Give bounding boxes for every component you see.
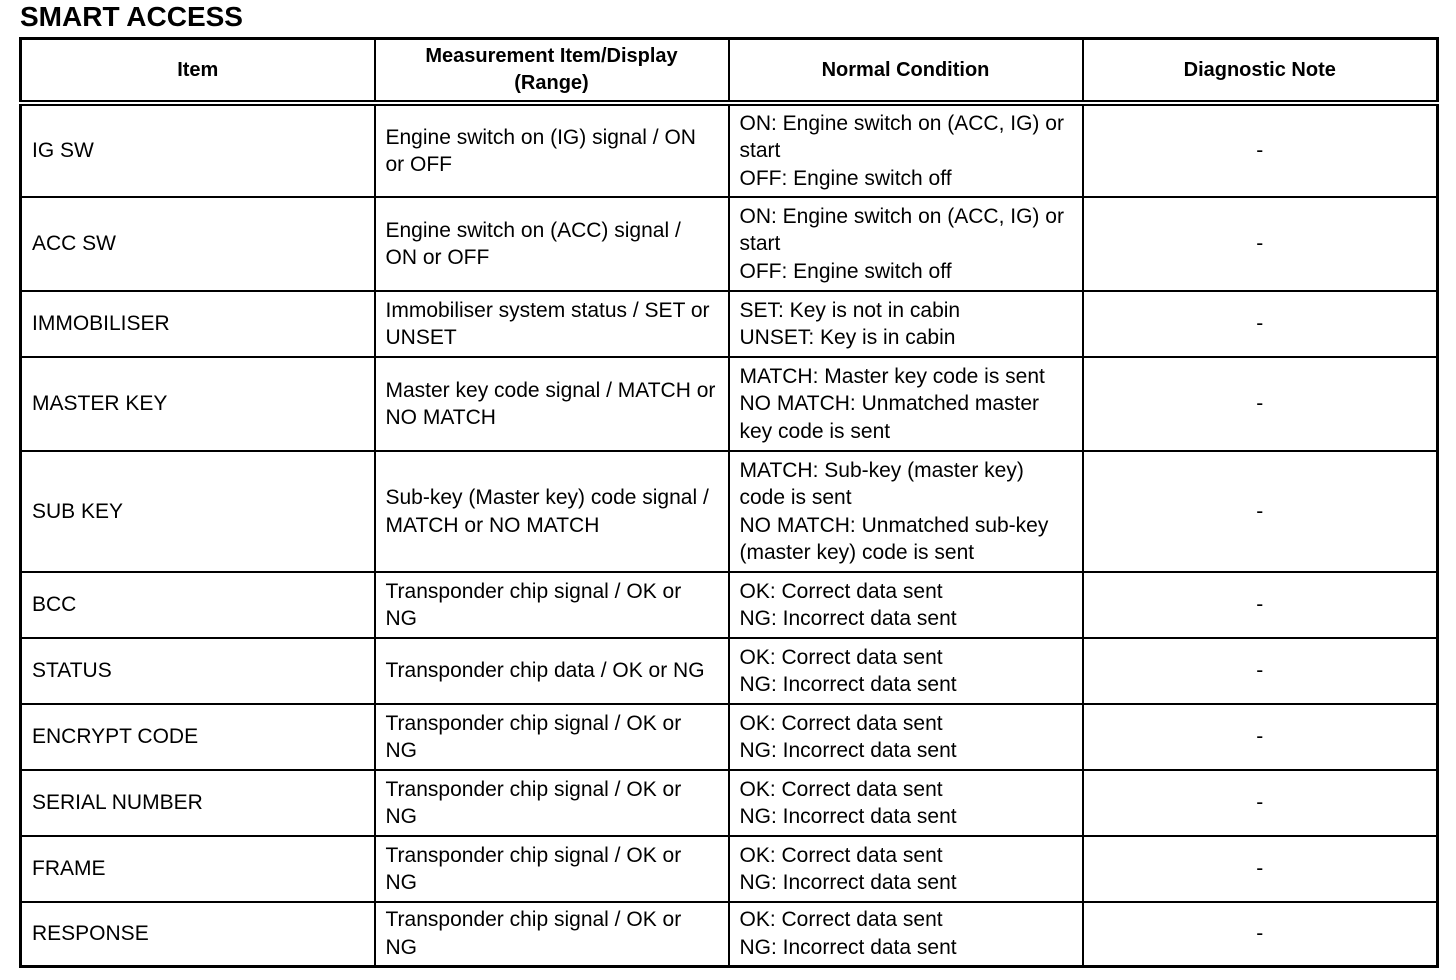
- header-measurement: [375, 39, 729, 104]
- table-row: [21, 704, 1438, 770]
- normal-condition-line: MATCH: Sub-key (master key) code is sent: [739, 458, 1024, 509]
- cell-diagnostic-note: -: [1083, 572, 1438, 638]
- cell-diagnostic-note: -: [1083, 638, 1438, 704]
- table-row: [21, 770, 1438, 836]
- cell-item: ENCRYPT CODE: [21, 704, 375, 770]
- normal-condition-line: NG: Incorrect data sent: [739, 805, 957, 828]
- cell-measurement: Transponder chip signal / OK or NG: [375, 836, 729, 902]
- cell-item: MASTER KEY: [21, 357, 375, 451]
- cell-measurement: Transponder chip data / OK or NG: [375, 638, 729, 704]
- table-row: [21, 836, 1438, 902]
- table-body: [21, 103, 1438, 966]
- normal-condition-line: NG: Incorrect data sent: [739, 935, 957, 959]
- header-measurement-line2: (Range): [514, 72, 589, 94]
- cell-normal-condition: [729, 704, 1083, 770]
- data-list-table: [19, 37, 1439, 968]
- normal-condition-line: NG: Incorrect data sent: [739, 871, 957, 894]
- cell-measurement: Transponder chip signal / OK or NG: [375, 704, 729, 770]
- table-row: [21, 197, 1438, 291]
- page-title: SMART ACCESS: [20, 1, 243, 32]
- header-diagnostic-note: Diagnostic Note: [1083, 39, 1438, 104]
- cell-normal-condition: [729, 197, 1083, 291]
- cell-measurement: Transponder chip signal / OK or NG: [375, 770, 729, 836]
- table-row: [21, 451, 1438, 572]
- cell-measurement: Transponder chip signal / OK or NG: [375, 902, 729, 966]
- normal-condition-line: MATCH: Master key code is sent: [739, 364, 1045, 388]
- normal-condition-line: NO MATCH: Unmatched sub-key (master key) code is sent: [739, 513, 1049, 564]
- table-row: [21, 103, 1438, 197]
- cell-item: BCC: [21, 572, 375, 638]
- cell-diagnostic-note: -: [1083, 704, 1438, 770]
- header-row: [21, 39, 1438, 104]
- normal-condition-line: NG: Incorrect data sent: [739, 673, 957, 696]
- cell-item: STATUS: [21, 638, 375, 704]
- header-normal-condition: Normal Condition: [729, 39, 1083, 104]
- normal-condition-line: OK: Correct data sent: [739, 579, 943, 603]
- table-row: [21, 357, 1438, 451]
- normal-condition-line: UNSET: Key is in cabin: [739, 326, 956, 349]
- cell-diagnostic-note: -: [1083, 770, 1438, 836]
- normal-condition-line: ON: Engine switch on (ACC, IG) or start: [739, 111, 1064, 163]
- normal-condition-line: ON: Engine switch on (ACC, IG) or start: [739, 204, 1064, 256]
- table-row: [21, 638, 1438, 704]
- cell-diagnostic-note: -: [1083, 451, 1438, 572]
- table-row: [21, 572, 1438, 638]
- normal-condition-line: NO MATCH: Unmatched master key code is sent: [739, 392, 1040, 443]
- cell-measurement: Master key code signal / MATCH or NO MATCH: [375, 357, 729, 451]
- cell-item: ACC SW: [21, 197, 375, 291]
- cell-item: FRAME: [21, 836, 375, 902]
- cell-item: IMMOBILISER: [21, 291, 375, 357]
- cell-measurement: Sub-key (Master key) code signal / MATCH or NO MATCH: [375, 451, 729, 572]
- cell-normal-condition: [729, 902, 1083, 966]
- normal-condition-line: SET: Key is not in cabin: [739, 298, 961, 322]
- cell-normal-condition: [729, 451, 1083, 572]
- normal-condition-line: OK: Correct data sent: [739, 843, 943, 867]
- header-measurement-line1: Measurement Item/Display: [425, 45, 678, 67]
- header-item: Item: [21, 39, 375, 104]
- cell-measurement: Immobiliser system status / SET or UNSET: [375, 291, 729, 357]
- cell-diagnostic-note: -: [1083, 197, 1438, 291]
- cell-diagnostic-note: -: [1083, 357, 1438, 451]
- normal-condition-line: OFF: Engine switch off: [739, 259, 952, 283]
- cell-normal-condition: [729, 291, 1083, 357]
- cell-normal-condition: [729, 638, 1083, 704]
- normal-condition-line: OK: Correct data sent: [739, 908, 943, 932]
- cell-diagnostic-note: -: [1083, 836, 1438, 902]
- cell-item: IG SW: [21, 103, 375, 197]
- normal-condition-line: OK: Correct data sent: [739, 645, 943, 669]
- cell-diagnostic-note: -: [1083, 103, 1438, 197]
- cell-measurement: Engine switch on (ACC) signal / ON or OFF: [375, 197, 729, 291]
- cell-normal-condition: [729, 770, 1083, 836]
- cell-normal-condition: [729, 572, 1083, 638]
- normal-condition-line: NG: Incorrect data sent: [739, 739, 957, 762]
- table-header: [21, 39, 1438, 104]
- cell-diagnostic-note: -: [1083, 902, 1438, 966]
- table-row: [21, 902, 1438, 966]
- cell-diagnostic-note: -: [1083, 291, 1438, 357]
- normal-condition-line: OK: Correct data sent: [739, 711, 943, 735]
- cell-item: SERIAL NUMBER: [21, 770, 375, 836]
- cell-normal-condition: [729, 103, 1083, 197]
- normal-condition-line: NG: Incorrect data sent: [739, 607, 957, 630]
- normal-condition-line: OK: Correct data sent: [739, 777, 943, 801]
- cell-item: RESPONSE: [21, 902, 375, 966]
- normal-condition-line: OFF: Engine switch off: [739, 166, 952, 190]
- cell-measurement: Engine switch on (IG) signal / ON or OFF: [375, 103, 729, 197]
- table-row: [21, 291, 1438, 357]
- cell-normal-condition: [729, 836, 1083, 902]
- cell-normal-condition: [729, 357, 1083, 451]
- cell-measurement: Transponder chip signal / OK or NG: [375, 572, 729, 638]
- cell-item: SUB KEY: [21, 451, 375, 572]
